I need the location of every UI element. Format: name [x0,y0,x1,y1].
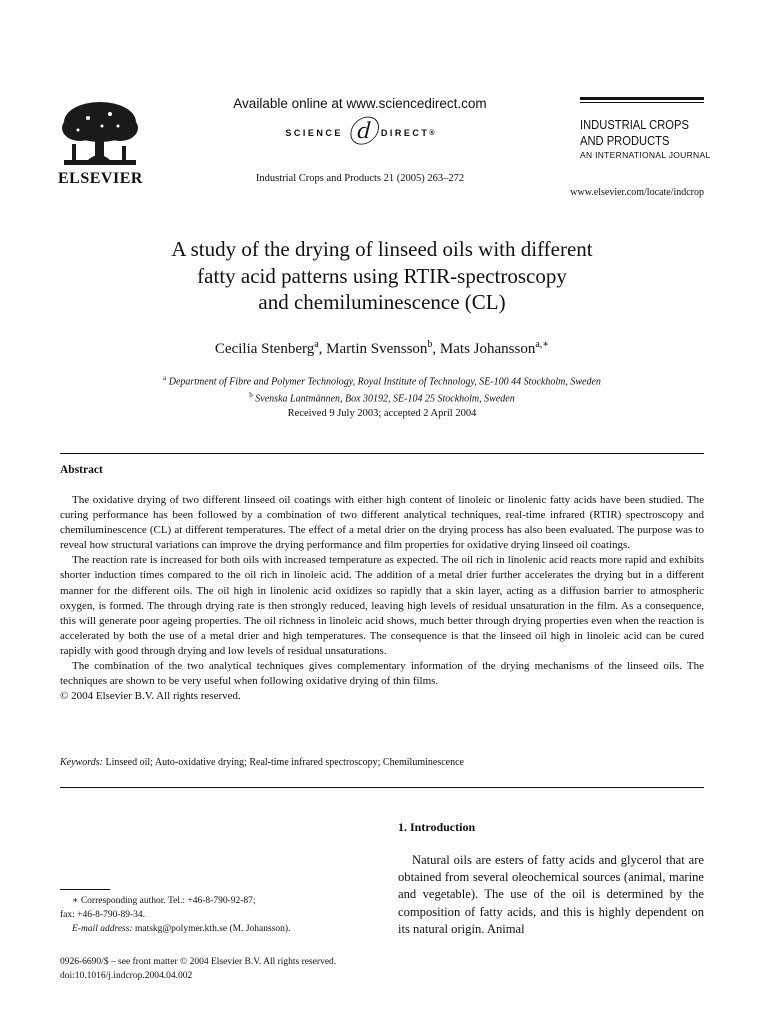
title-line: A study of the drying of linseed oils with different [171,237,593,261]
author-list: Cecilia Stenberg$^a$, Martin Svensson$^b$, Mats Johansson$^{a,∗}$ [214,339,550,357]
publisher-name: ELSEVIER [58,170,143,187]
author-affiliation-mark: b [427,339,433,350]
journal-citation: Industrial Crops and Products 21 (2005) 263–272 [255,173,465,184]
journal-url-link[interactable]: www.elsevier.com/locate/indcrop [570,187,704,198]
available-online-text: Available online at www.sciencedirect.com [233,96,487,111]
footnote-mark: ∗ [72,896,79,906]
abstract-paragraph: The reaction rate is increased for both oils with increased temperature as expected. The oil rich in linolenic acid reacts more rapid and exhibits shorter induction times compared to the oil rich in linoleic acid. The addition of a metal drier further accelerates the drying but in a different manner for the different oils. The oil high in linolenic acid oxidizes so rapidly that a skin layer, acting as a diffusion barrier to atmospheric oxygen, is formed. The through drying rate is then strongly reduced, leaving high levels of residual unsaturation in the film. As a consequence, this will generate poor ageing properties. The oil richness in linoleic acid shows, much better through drying properties even when the reaction is accelerated by both the use of a metal drier and high temperatures. The consequence is that the linseed oil high in linoleic acid can be cured rapidly with good through drying and low levels of residual unsaturations. [60,554,704,657]
introduction-body [398,852,704,938]
section-heading-introduction: 1. Introduction [398,820,476,834]
journal-name-line2: AND PRODUCTS [580,133,670,148]
doi-link[interactable]: doi:10.1016/j.indcrop.2004.04.002 [60,971,193,981]
author-affiliation-mark: a,∗ [535,339,550,350]
author-affiliation-mark: a [314,339,319,350]
footnote-line [60,923,370,937]
title-line: fatty acid patterns using RTIR-spectroscopy [197,263,567,288]
author-name[interactable]: Cecilia Stenberg [214,341,315,357]
footnote-line [60,895,370,909]
footnote-fax: fax: +46-8-790-89-34. [60,909,146,920]
tree-icon [58,98,142,170]
keywords-label: Keywords: [60,757,103,768]
abstract-paragraph: The combination of the two analytical techniques gives complementary information of the drying mechanisms of the linseed oils. The techniques are shown to be very useful when following oxidative drying of thin films. [60,660,704,688]
masthead-rule-thick [580,97,704,100]
sd-d-icon: ⓓ [346,115,377,150]
corresponding-author-footnote [60,895,370,936]
email-label: E-mail address: [72,923,133,934]
affiliation-line [60,372,704,389]
journal-name-line1: INDUSTRIAL CROPS [580,117,689,132]
keywords [60,757,704,768]
introduction-paragraph: Natural oils are esters of fatty acids and glycerol that are obtained from several oleochemical sources (animal, marine and vegetable). The use of the oil is determined by the composition of fatty acids, and this is highly dependent on its natural origin. Animal [398,853,704,936]
journal-masthead [580,97,711,160]
abstract-paragraph: The oxidative drying of two different linseed oil coatings with either high content of linoleic or linolenic fatty acids have been studied. The curing performance has been followed by a combination of two different analytical techniques, real-time infrared (RTIR) spectroscopy and chemiluminescence (CL) at different temperatures. The effect of a metal drier on the drying process has also been evaluated. The purpose was to reveal how structural variations can improve the drying performance and film properties for oxidative drying linseed oil coatings. [60,494,704,552]
journal-subtitle: AN INTERNATIONAL JOURNAL [580,150,711,160]
affiliation-text: Department of Fibre and Polymer Technology, Royal Institute of Technology, SE-100 44 Stockholm, Sweden [168,376,601,388]
email-link[interactable]: matskg@polymer.kth.se (M. Johansson). [134,923,291,934]
affiliation-text: Svenska Lantmännen, Box 30192, SE-104 25 Stockholm, Sweden [255,393,515,405]
copyright-line: © 2004 Elsevier B.V. All rights reserved. [60,690,241,703]
abstract-top-rule [60,453,704,454]
affiliations [60,372,704,406]
received-dates: Received 9 July 2003; accepted 2 April 2004 [287,408,477,419]
article-title [60,236,704,316]
affiliation-mark: a [163,374,167,382]
title-line: and chemiluminescence (CL) [258,290,506,314]
front-matter [60,955,460,983]
journal-name [580,117,687,149]
footnote-rule [60,889,110,890]
issn-line: 0926-6690/$ – see front matter © 2004 Elsevier B.V. All rights reserved. [60,957,337,967]
footnote-contact: Corresponding author. Tel.: +46-8-790-92-87; [80,896,256,906]
keywords-list: Linseed oil; Auto-oxidative drying; Real-time infrared spectroscopy; Chemiluminescence [105,757,464,768]
affiliation-line [60,389,704,406]
masthead-rule-thin [580,102,704,103]
sciencedirect-logo [240,116,480,150]
abstract-heading: Abstract [60,464,103,476]
sd-logo-right: DIRECT [380,128,430,138]
author-name[interactable]: Martin Svensson [326,341,428,357]
sd-logo-left: SCIENCE [285,128,343,138]
affiliation-mark: b [249,390,253,399]
author-name[interactable]: Mats Johansson [439,341,536,357]
abstract-body [60,493,704,704]
sd-logo-reg: ® [429,129,435,137]
abstract-bottom-rule [60,787,704,788]
